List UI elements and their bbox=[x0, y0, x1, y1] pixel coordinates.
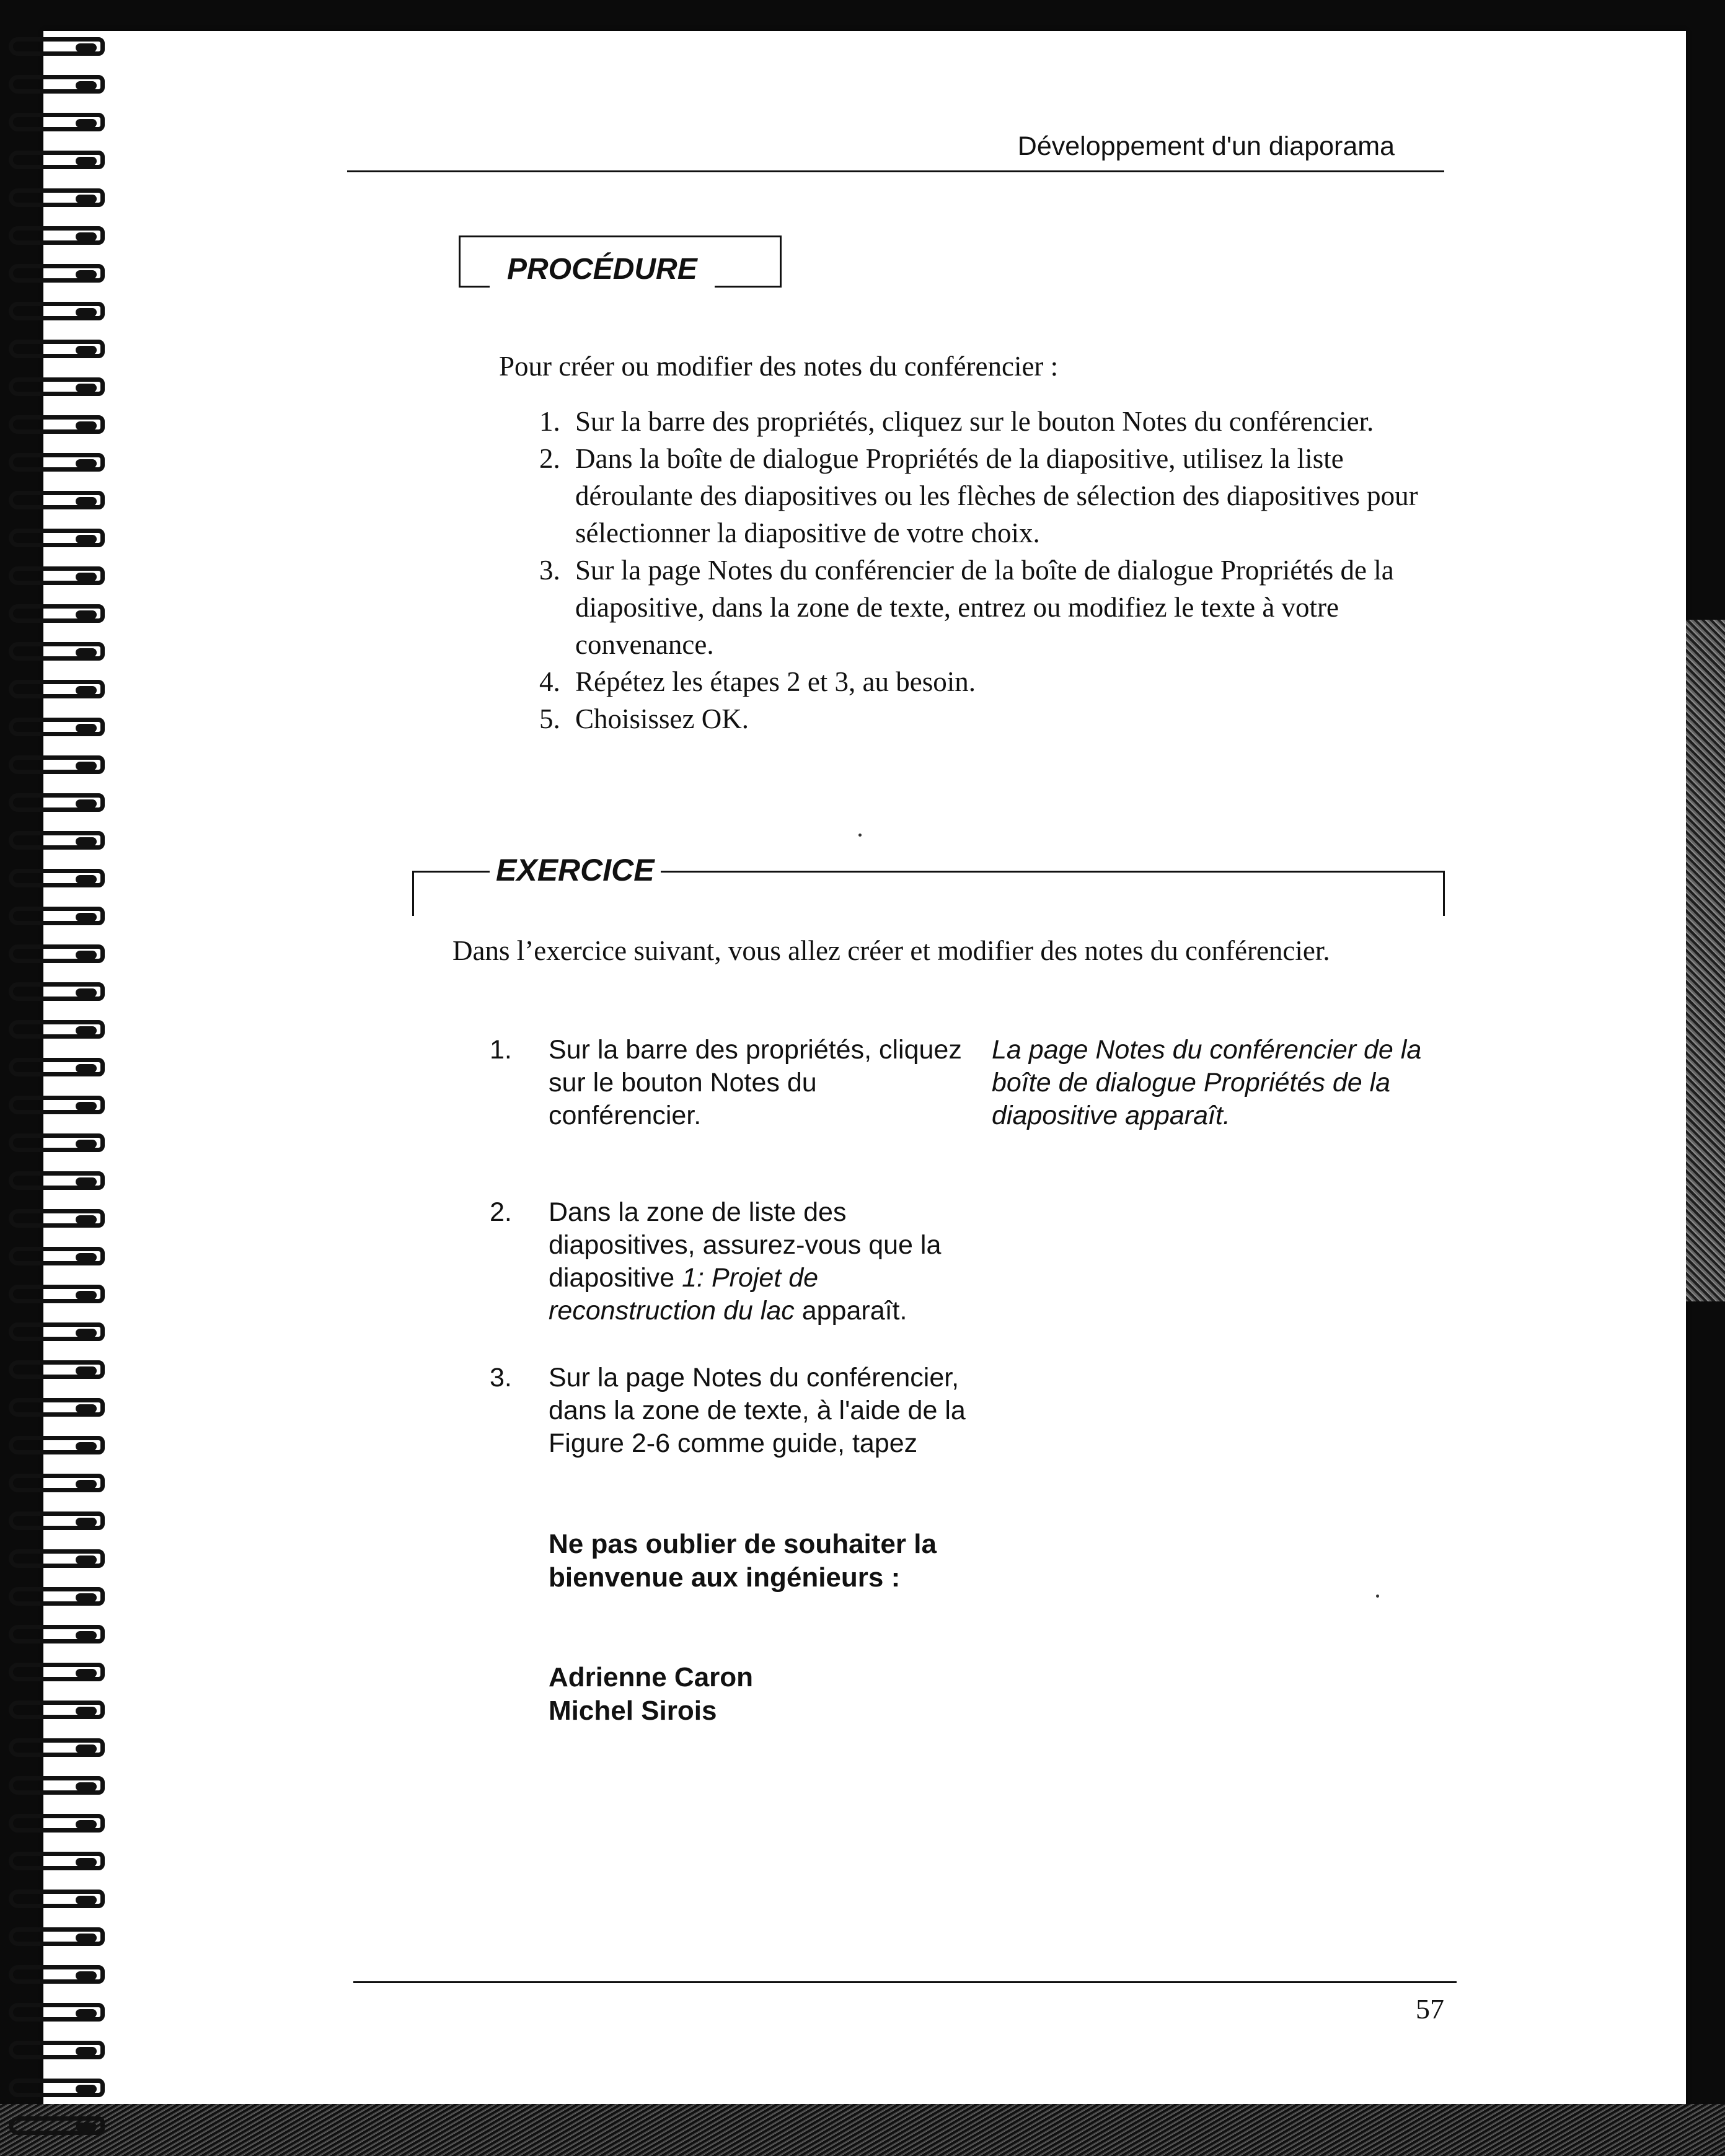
step-number: 2. bbox=[490, 1197, 512, 1227]
text-to-type: Ne pas oublier de souhaiter la bienvenue aux ingénieurs : bbox=[549, 1529, 937, 1593]
procedure-step-number: 5. bbox=[539, 703, 560, 734]
procedure-step bbox=[539, 663, 1444, 700]
procedure-step-number: 1. bbox=[539, 406, 560, 437]
step-number: 3. bbox=[490, 1363, 512, 1393]
procedure-heading: PROCÉDURE bbox=[490, 248, 715, 291]
exercise-heading: EXERCICE bbox=[490, 850, 661, 890]
step-number: 1. bbox=[490, 1035, 512, 1065]
procedure-step-text: Sur la page Notes du conférencier de la boîte de dialogue Propriétés de la diapositive, dans la zone de texte, entrez ou modifiez le texte à votre convenance. bbox=[575, 555, 1394, 660]
step-text-part: Dans la zone de liste des diapositives, assurez-vous que la diapositive bbox=[549, 1197, 942, 1293]
procedure-step-text: Répétez les étapes 2 et 3, au besoin. bbox=[575, 666, 976, 697]
procedure-step-text: Choisissez OK. bbox=[575, 703, 749, 734]
scan-bottom-edge bbox=[0, 2104, 1725, 2156]
running-header: Développement d'un diaporama bbox=[1017, 131, 1395, 161]
slide-name: 1: Projet de reconstruction du lac bbox=[549, 1263, 819, 1326]
footer-rule bbox=[353, 1981, 1457, 1983]
typed-name-2: Michel Sirois bbox=[549, 1696, 717, 1726]
speck bbox=[858, 834, 862, 837]
step-1-result-note: La page Notes du conférencier de la boîte de dialogue Propriétés de la diapositive apparaît. bbox=[992, 1035, 1422, 1130]
step-text-part: apparaît. bbox=[794, 1296, 907, 1326]
procedure-step bbox=[539, 552, 1444, 663]
procedure-step-number: 2. bbox=[539, 443, 560, 474]
header-rule bbox=[347, 170, 1444, 172]
procedure-step bbox=[539, 403, 1444, 440]
spiral-coil bbox=[9, 2116, 105, 2135]
procedure-step-text: Sur la barre des propriétés, cliquez sur le bouton Notes du conférencier. bbox=[575, 406, 1374, 437]
scan-edge-noise bbox=[1686, 620, 1725, 1301]
page-content bbox=[43, 31, 1686, 2104]
procedure-step bbox=[539, 700, 1444, 737]
typed-name-1: Adrienne Caron bbox=[549, 1662, 754, 1692]
procedure-intro: Pour créer ou modifier des notes du conférencier : bbox=[499, 351, 1059, 382]
step-text bbox=[549, 1196, 970, 1327]
step-text: Sur la barre des propriétés, cliquez sur le bouton Notes du conférencier. bbox=[549, 1035, 962, 1130]
procedure-step bbox=[539, 440, 1444, 552]
step-text: Sur la page Notes du conférencier, dans la zone de texte, à l'aide de la Figure 2-6 comme guide, tapez bbox=[549, 1363, 966, 1458]
procedure-step-text: Dans la boîte de dialogue Propriétés de la diapositive, utilisez la liste déroulante des diapositives ou les flèches de sélection des diapositives pour sélectionner la diapositive de votre choix. bbox=[575, 443, 1418, 548]
speck bbox=[1376, 1595, 1379, 1598]
procedure-step-number: 4. bbox=[539, 666, 560, 697]
exercise-intro: Dans l’exercice suivant, vous allez créer et modifier des notes du conférencier. bbox=[452, 935, 1330, 966]
page-number: 57 bbox=[1416, 1993, 1444, 2025]
procedure-step-number: 3. bbox=[539, 555, 560, 586]
procedure-steps bbox=[539, 403, 1444, 737]
